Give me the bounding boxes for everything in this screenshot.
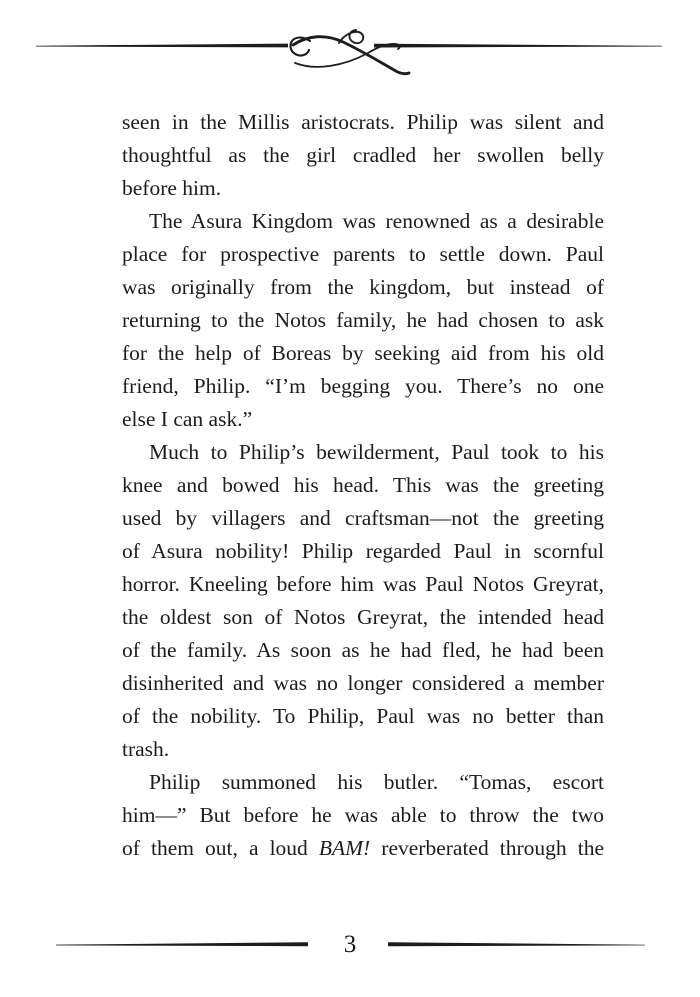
text-line: of the nobility. To Philip, Paul was no better than (122, 704, 604, 728)
text-line: seen in the Millis aristocrats. Philip was silent and (122, 110, 604, 134)
text-line: horror. Kneeling before him was Paul Notos Greyrat, (122, 572, 604, 596)
text-line: The Asura Kingdom was renowned as a desirable (149, 209, 604, 233)
text-line: used by villagers and craftsman—not the greeting (122, 506, 604, 530)
flourish-icon (0, 0, 700, 95)
paragraph (122, 766, 604, 865)
top-divider (0, 0, 700, 95)
text-line: of the family. As soon as he had fled, he had been (122, 638, 604, 662)
text-line: of Asura nobility! Philip regarded Paul in scornful (122, 539, 604, 563)
paragraph (122, 205, 604, 436)
text-line: place for prospective parents to settle down. Paul (122, 242, 604, 266)
text-line: trash. (122, 737, 170, 761)
text-line: returning to the Notos family, he had chosen to ask (122, 308, 604, 332)
text-line: thoughtful as the girl cradled her swollen belly (122, 143, 604, 167)
text-line: disinherited and was no longer considered a member (122, 671, 604, 695)
page-text (122, 106, 604, 865)
page-number: 3 (343, 931, 357, 958)
paragraph (122, 436, 604, 766)
text-line: knee and bowed his head. This was the greeting (122, 473, 604, 497)
text-line: of them out, a loud BAM! reverberated through the (122, 836, 604, 860)
text-line: before him. (122, 176, 222, 200)
text-line: Philip summoned his butler. “Tomas, escort (149, 770, 604, 794)
text-line: Much to Philip’s bewilderment, Paul took to his (149, 440, 604, 464)
text-line: for the help of Boreas by seeking aid from his old (122, 341, 604, 365)
text-line: the oldest son of Notos Greyrat, the intended head (122, 605, 604, 629)
text-line: was originally from the kingdom, but instead of (122, 275, 604, 299)
paragraph (122, 106, 604, 205)
text-line: else I can ask.” (122, 407, 253, 431)
text-line: friend, Philip. “I’m begging you. There’s no one (122, 374, 604, 398)
text-line: him—” But before he was able to throw the two (122, 803, 604, 827)
